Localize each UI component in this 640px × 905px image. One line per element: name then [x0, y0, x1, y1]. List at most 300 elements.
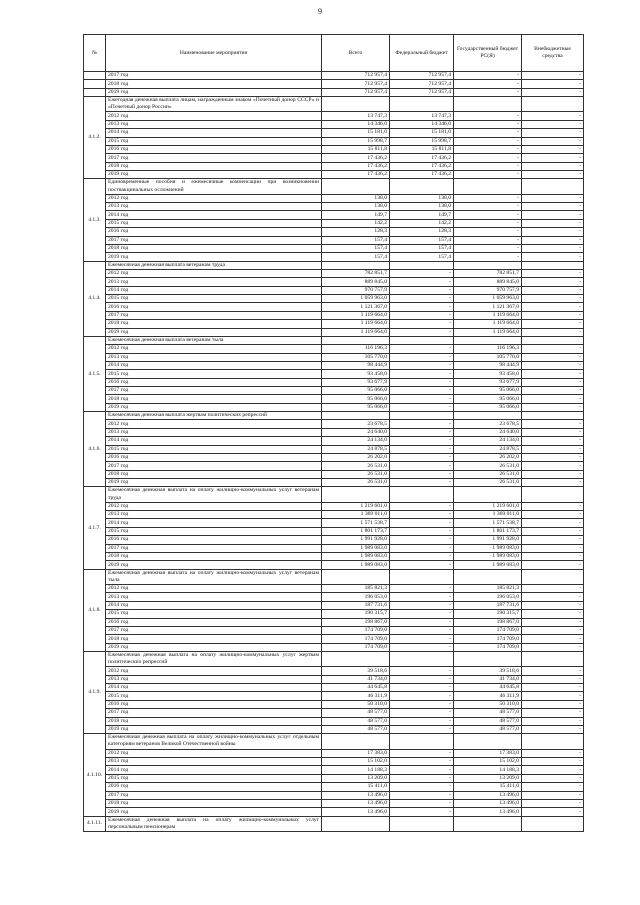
table-row [84, 88, 584, 96]
year-cell: 2018 год [106, 635, 322, 643]
federal-cell: 17 436,2 [390, 171, 454, 179]
section-row [84, 816, 584, 831]
total-cell: 50 310,0 [322, 700, 390, 708]
extrabudget-cell: - [522, 171, 584, 179]
federal-cell: - [390, 692, 454, 700]
total-cell: 970 757,9 [322, 286, 390, 294]
extrabudget-cell: - [522, 808, 584, 816]
section-code: 4.1.4. [84, 261, 106, 336]
table-row [84, 228, 584, 236]
total-cell: 128,3 [322, 228, 390, 236]
year-cell: 2017 год [106, 387, 322, 395]
federal-cell: 138,0 [390, 194, 454, 202]
regional-cell [454, 412, 522, 420]
extrabudget-cell [522, 652, 584, 667]
section-row [84, 652, 584, 667]
regional-cell: 13 496,0 [454, 799, 522, 807]
regional-cell: 95 066,0 [454, 395, 522, 403]
year-cell: 2017 год [106, 791, 322, 799]
table-row [84, 245, 584, 253]
table-row [84, 610, 584, 618]
extrabudget-cell: - [522, 403, 584, 411]
table-row [84, 328, 584, 336]
total-cell: 48 577,0 [322, 717, 390, 725]
regional-cell [454, 487, 522, 502]
regional-cell: - [454, 236, 522, 244]
extrabudget-cell: - [522, 129, 584, 137]
federal-cell: 17 436,2 [390, 154, 454, 162]
year-cell: 2018 год [106, 799, 322, 807]
table-row [84, 137, 584, 145]
regional-cell: 95 066,0 [454, 387, 522, 395]
extrabudget-cell [522, 569, 584, 584]
federal-cell: - [390, 320, 454, 328]
extrabudget-cell: - [522, 286, 584, 294]
year-cell: 2013 год [106, 593, 322, 601]
section-title: Ежемесячная денежная выплата жертвам политических репрессий [106, 412, 322, 420]
federal-cell: - [390, 717, 454, 725]
federal-cell: - [390, 601, 454, 609]
number-cell [84, 80, 106, 88]
federal-cell: - [390, 527, 454, 535]
regional-cell: 23 678,5 [454, 420, 522, 428]
table-row [84, 72, 584, 80]
table-row [84, 519, 584, 527]
table-row [84, 162, 584, 170]
federal-cell: - [390, 479, 454, 487]
table-row [84, 791, 584, 799]
federal-cell: - [390, 387, 454, 395]
regional-cell: - [454, 211, 522, 219]
regional-cell: 1 119 664,0 [454, 311, 522, 319]
section-code: 4.1.9. [84, 652, 106, 734]
section-title: Ежемесячная денежная выплата на оплату жилищно-коммунальных услуг жертвам политических репрессий [106, 652, 322, 667]
federal-cell: - [390, 403, 454, 411]
total-cell: 15 102,0 [322, 757, 390, 765]
federal-cell: 14 346,0 [390, 120, 454, 128]
federal-cell: - [390, 361, 454, 369]
federal-cell: 149,7 [390, 211, 454, 219]
extrabudget-cell: - [522, 726, 584, 734]
year-cell: 2017 год [106, 544, 322, 552]
year-cell: 2016 год [106, 228, 322, 236]
federal-cell [390, 412, 454, 420]
total-cell: 93 677,9 [322, 378, 390, 386]
federal-cell: 142,2 [390, 219, 454, 227]
total-cell: 187 731,6 [322, 601, 390, 609]
regional-cell: - [454, 112, 522, 120]
regional-cell: 1 119 664,0 [454, 328, 522, 336]
total-cell: 1 989 083,0 [322, 544, 390, 552]
federal-cell: - [390, 675, 454, 683]
year-cell: 2018 год [106, 395, 322, 403]
total-cell: 1 571 538,7 [322, 519, 390, 527]
total-cell: 712 957,4 [322, 72, 390, 80]
section-code: 4.1.7. [84, 487, 106, 569]
year-cell: 2018 год [106, 470, 322, 478]
year-cell: 2013 год [106, 353, 322, 361]
year-cell: 2015 год [106, 610, 322, 618]
federal-cell: - [390, 519, 454, 527]
federal-cell: - [390, 584, 454, 592]
year-cell: 2018 год [106, 717, 322, 725]
regional-cell: 1 571 538,7 [454, 519, 522, 527]
total-cell: 13 496,0 [322, 799, 390, 807]
year-cell: 2012 год [106, 749, 322, 757]
regional-cell [454, 97, 522, 112]
total-cell: 26 531,0 [322, 470, 390, 478]
total-cell: 712 957,4 [322, 88, 390, 96]
extrabudget-cell: - [522, 120, 584, 128]
total-cell: 149,7 [322, 211, 390, 219]
extrabudget-cell: - [522, 269, 584, 277]
total-cell [322, 652, 390, 667]
regional-cell: 970 757,9 [454, 286, 522, 294]
year-cell: 2015 год [106, 445, 322, 453]
year-cell: 2014 год [106, 361, 322, 369]
total-cell: 95 066,0 [322, 395, 390, 403]
regional-cell: 1 219 601,0 [454, 502, 522, 510]
total-cell [322, 569, 390, 584]
extrabudget-cell: - [522, 643, 584, 651]
table-row [84, 561, 584, 569]
federal-cell: - [390, 378, 454, 386]
regional-cell: 187 731,6 [454, 601, 522, 609]
federal-cell: 13 747,3 [390, 112, 454, 120]
section-code: 4.1.10. [84, 734, 106, 816]
table-row [84, 420, 584, 428]
federal-cell: 157,4 [390, 245, 454, 253]
federal-cell: - [390, 286, 454, 294]
extrabudget-cell: - [522, 203, 584, 211]
regional-cell: 48 577,0 [454, 709, 522, 717]
extrabudget-cell: - [522, 618, 584, 626]
extrabudget-cell: - [522, 245, 584, 253]
federal-cell: - [390, 552, 454, 560]
table-row [84, 709, 584, 717]
regional-cell: 15 102,0 [454, 757, 522, 765]
year-cell: 2014 год [106, 129, 322, 137]
extrabudget-cell: - [522, 211, 584, 219]
federal-cell: - [390, 808, 454, 816]
extrabudget-cell [522, 179, 584, 194]
extrabudget-cell: - [522, 162, 584, 170]
year-cell: 2019 год [106, 479, 322, 487]
year-cell: 2018 год [106, 552, 322, 560]
regional-cell: - [454, 203, 522, 211]
regional-cell: - [454, 228, 522, 236]
federal-cell: - [390, 445, 454, 453]
year-cell: 2013 год [106, 757, 322, 765]
federal-cell: - [390, 726, 454, 734]
table-row [84, 726, 584, 734]
table-row [84, 211, 584, 219]
total-cell [322, 487, 390, 502]
federal-cell: 157,4 [390, 253, 454, 261]
table-row [84, 428, 584, 436]
year-cell: 2014 год [106, 766, 322, 774]
extrabudget-cell: - [522, 692, 584, 700]
regional-cell: 190 315,7 [454, 610, 522, 618]
table-row [84, 667, 584, 675]
extrabudget-cell: - [522, 437, 584, 445]
regional-cell: 196 053,0 [454, 593, 522, 601]
table-row [84, 203, 584, 211]
table-row [84, 692, 584, 700]
federal-cell: - [390, 311, 454, 319]
table-row [84, 470, 584, 478]
extrabudget-cell: - [522, 145, 584, 153]
federal-cell [390, 337, 454, 345]
federal-cell: - [390, 303, 454, 311]
extrabudget-cell: - [522, 783, 584, 791]
extrabudget-cell: - [522, 749, 584, 757]
total-cell: 17 436,2 [322, 154, 390, 162]
federal-cell: - [390, 610, 454, 618]
regional-cell: 174 709,0 [454, 635, 522, 643]
extrabudget-cell [522, 734, 584, 749]
total-cell: 198 867,0 [322, 618, 390, 626]
regional-cell: 26 202,0 [454, 453, 522, 461]
extrabudget-cell: - [522, 345, 584, 353]
year-cell: 2013 год [106, 120, 322, 128]
extrabudget-cell: - [522, 236, 584, 244]
year-cell: 2016 год [106, 618, 322, 626]
extrabudget-cell: - [522, 561, 584, 569]
total-cell: 14 188,3 [322, 766, 390, 774]
federal-cell: 157,4 [390, 236, 454, 244]
year-cell: 2015 год [106, 692, 322, 700]
total-cell: 15 998,7 [322, 137, 390, 145]
regional-cell: 26 531,0 [454, 470, 522, 478]
federal-cell: - [390, 618, 454, 626]
federal-cell [390, 97, 454, 112]
federal-cell: 712 957,4 [390, 80, 454, 88]
extrabudget-cell: - [522, 774, 584, 782]
total-cell: 157,4 [322, 253, 390, 261]
regional-cell: 1 989 083,0 [454, 544, 522, 552]
regional-cell: - [454, 219, 522, 227]
extrabudget-cell: - [522, 311, 584, 319]
section-title: Ежегодная денежная выплата лицам, награжденным знаком «Почетный донор СССР» и «Почетный донор России» [106, 97, 322, 112]
regional-cell: 95 066,0 [454, 403, 522, 411]
section-code: 4.1.8. [84, 569, 106, 651]
section-title: Ежемесячная денежная выплата на оплату жилищно-коммунальных услуг ветеранам тыла [106, 569, 322, 584]
total-cell: 138,0 [322, 203, 390, 211]
extrabudget-cell: - [522, 757, 584, 765]
section-title: Ежемесячная денежная выплата на оплату жилищно-коммунальных услуг отдельным категориям ветеранов Великой Отечественной войны [106, 734, 322, 749]
regional-cell: 26 531,0 [454, 462, 522, 470]
year-cell: 2013 год [106, 675, 322, 683]
extrabudget-cell: - [522, 536, 584, 544]
extrabudget-cell: - [522, 684, 584, 692]
col-header-extrabudget: Внебюджетные средства [522, 35, 584, 72]
federal-cell: - [390, 709, 454, 717]
table-row [84, 295, 584, 303]
table-row [84, 799, 584, 807]
year-cell: 2012 год [106, 667, 322, 675]
total-cell: 782 851,7 [322, 269, 390, 277]
total-cell: 174 709,0 [322, 635, 390, 643]
total-cell: 17 383,0 [322, 749, 390, 757]
year-cell: 2015 год [106, 219, 322, 227]
total-cell: 98 444,9 [322, 361, 390, 369]
table-row [84, 544, 584, 552]
total-cell [322, 734, 390, 749]
total-cell: 142,2 [322, 219, 390, 227]
total-cell: 1 059 963,0 [322, 295, 390, 303]
table-body [84, 72, 584, 832]
regional-cell: 1 369 011,0 [454, 511, 522, 519]
table-row [84, 511, 584, 519]
federal-cell [390, 816, 454, 831]
extrabudget-cell: - [522, 791, 584, 799]
regional-cell: 93 677,9 [454, 378, 522, 386]
regional-cell: 24 878,5 [454, 445, 522, 453]
extrabudget-cell: - [522, 370, 584, 378]
extrabudget-cell: - [522, 320, 584, 328]
section-code: 4.1.6. [84, 412, 106, 487]
federal-cell: - [390, 544, 454, 552]
federal-cell [390, 569, 454, 584]
federal-cell: 712 957,4 [390, 88, 454, 96]
total-cell: 17 436,2 [322, 162, 390, 170]
table-row [84, 353, 584, 361]
year-cell: 2017 год [106, 72, 322, 80]
table-row [84, 120, 584, 128]
year-cell: 2017 год [106, 626, 322, 634]
total-cell: 24 134,0 [322, 437, 390, 445]
extrabudget-cell: - [522, 552, 584, 560]
table-row [84, 154, 584, 162]
regional-cell: - [454, 171, 522, 179]
year-cell: 2019 год [106, 643, 322, 651]
federal-cell: - [390, 370, 454, 378]
extrabudget-cell: - [522, 584, 584, 592]
total-cell: 1 219 601,0 [322, 502, 390, 510]
federal-cell: - [390, 437, 454, 445]
total-cell: 1 989 083,0 [322, 561, 390, 569]
regional-cell: 26 531,0 [454, 479, 522, 487]
federal-cell: 15 998,7 [390, 137, 454, 145]
total-cell: 48 577,0 [322, 709, 390, 717]
extrabudget-cell: - [522, 675, 584, 683]
regional-cell: 17 383,0 [454, 749, 522, 757]
total-cell: 185 821,3 [322, 584, 390, 592]
year-cell: 2019 год [106, 561, 322, 569]
regional-cell: 24 640,0 [454, 428, 522, 436]
total-cell: 24 640,0 [322, 428, 390, 436]
regional-cell: - [454, 194, 522, 202]
table-row [84, 311, 584, 319]
federal-cell: - [390, 766, 454, 774]
total-cell: 105 770,0 [322, 353, 390, 361]
extrabudget-cell [522, 261, 584, 269]
table-row [84, 236, 584, 244]
federal-cell: - [390, 420, 454, 428]
extrabudget-cell: - [522, 519, 584, 527]
total-cell [322, 261, 390, 269]
table-row [84, 278, 584, 286]
federal-cell: - [390, 428, 454, 436]
extrabudget-cell: - [522, 387, 584, 395]
extrabudget-cell: - [522, 80, 584, 88]
section-row [84, 261, 584, 269]
extrabudget-cell: - [522, 799, 584, 807]
section-title: Ежемесячная денежная выплата ветеранам труда [106, 261, 322, 269]
extrabudget-cell [522, 337, 584, 345]
table-row [84, 320, 584, 328]
table-row [84, 194, 584, 202]
total-cell: 14 346,0 [322, 120, 390, 128]
table-row [84, 479, 584, 487]
regional-cell: 13 496,0 [454, 791, 522, 799]
year-cell: 2013 год [106, 511, 322, 519]
extrabudget-cell: - [522, 453, 584, 461]
year-cell: 2016 год [106, 783, 322, 791]
year-cell: 2019 год [106, 171, 322, 179]
table-row [84, 145, 584, 153]
extrabudget-cell: - [522, 544, 584, 552]
total-cell: 1 991 928,0 [322, 536, 390, 544]
col-header-number: № [84, 35, 106, 72]
regional-cell: 48 577,0 [454, 726, 522, 734]
table-row [84, 774, 584, 782]
total-cell: 157,4 [322, 236, 390, 244]
regional-cell: 1 121 367,0 [454, 303, 522, 311]
federal-cell: 138,0 [390, 203, 454, 211]
year-cell: 2013 год [106, 278, 322, 286]
section-row [84, 569, 584, 584]
regional-cell: 44 645,8 [454, 684, 522, 692]
section-row [84, 734, 584, 749]
federal-cell [390, 261, 454, 269]
regional-cell: - [454, 120, 522, 128]
extrabudget-cell: - [522, 766, 584, 774]
year-cell: 2018 год [106, 162, 322, 170]
total-cell: 15 411,0 [322, 783, 390, 791]
federal-cell: - [390, 626, 454, 634]
table-row [84, 219, 584, 227]
table-row [84, 269, 584, 277]
total-cell [322, 412, 390, 420]
table-row [84, 253, 584, 261]
total-cell: 23 678,5 [322, 420, 390, 428]
total-cell: 17 436,2 [322, 171, 390, 179]
federal-cell: - [390, 783, 454, 791]
table-row [84, 502, 584, 510]
regional-cell: 174 709,0 [454, 626, 522, 634]
regional-cell [454, 261, 522, 269]
federal-cell: 128,3 [390, 228, 454, 236]
section-title: Ежемесячная денежная выплата на оплату жилищно-коммунальных услуг ветеранам труда [106, 487, 322, 502]
regional-cell: 1 059 963,0 [454, 295, 522, 303]
extrabudget-cell [522, 97, 584, 112]
year-cell: 2014 год [106, 519, 322, 527]
total-cell: 39 518,6 [322, 667, 390, 675]
regional-cell: - [454, 245, 522, 253]
regional-cell: 1 991 928,0 [454, 536, 522, 544]
year-cell: 2016 год [106, 378, 322, 386]
regional-cell: - [454, 88, 522, 96]
total-cell: 138,0 [322, 194, 390, 202]
year-cell: 2017 год [106, 709, 322, 717]
year-cell: 2015 год [106, 370, 322, 378]
extrabudget-cell: - [522, 194, 584, 202]
regional-cell: 105 770,0 [454, 353, 522, 361]
regional-cell: 889 845,0 [454, 278, 522, 286]
total-cell: 190 315,7 [322, 610, 390, 618]
